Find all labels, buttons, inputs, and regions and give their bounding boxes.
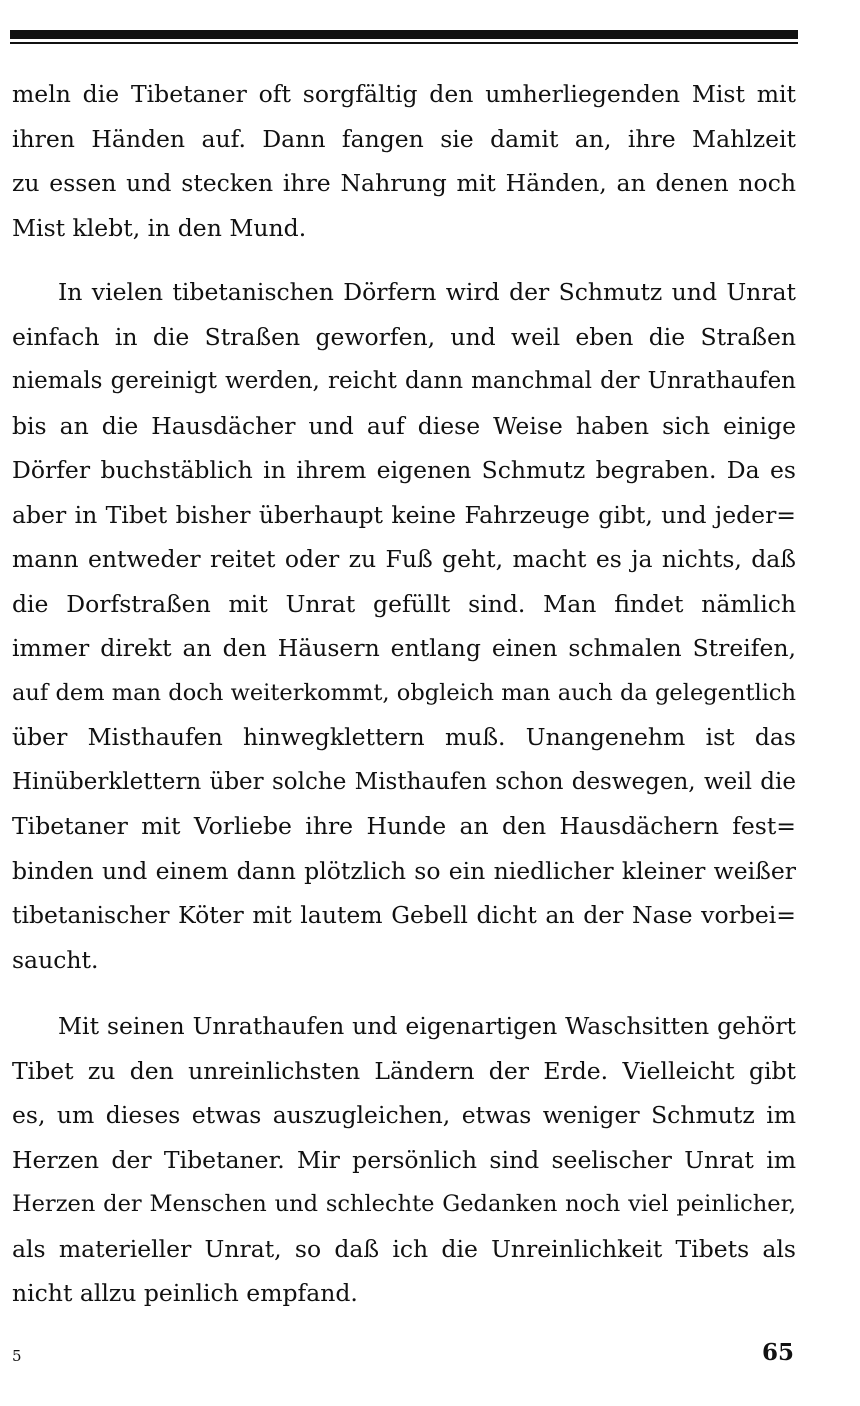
text-line: auf dem man doch weiterkommt, obgleich man auch da gelegentlich bbox=[12, 679, 796, 706]
text-line: Hinüberklettern über solche Misthaufen schon deswegen, weil die bbox=[12, 768, 796, 795]
text-line: Herzen der Tibetaner. Mir persönlich sind seelischer Unrat im bbox=[12, 1145, 796, 1174]
page-number: 65 bbox=[761, 1339, 794, 1366]
header-rule bbox=[10, 30, 798, 39]
text-line: Tibet zu den unreinlichsten Ländern der Erde. Vielleicht gibt bbox=[12, 1056, 796, 1085]
text-line: bis an die Hausdächer und auf diese Weise haben sich einige bbox=[12, 411, 796, 440]
text-line: Dörfer buchstäblich in ihrem eigenen Schmutz begraben. Da es bbox=[12, 456, 796, 484]
text-line: In vielen tibetanischen Dörfern wird der Schmutz und Unrat bbox=[58, 278, 796, 306]
paragraph-1 bbox=[12, 72, 796, 250]
text-line: als materieller Unrat, so daß ich die Unreinlichkeit Tibets als bbox=[12, 1234, 796, 1263]
text-line: einfach in die Straßen geworfen, und weil eben die Straßen bbox=[12, 322, 796, 351]
text-line: Herzen der Menschen und schlechte Gedanken noch viel peinlicher, bbox=[12, 1191, 796, 1217]
paragraph-2 bbox=[12, 270, 796, 982]
text-line: mann entweder reitet oder zu Fuß geht, macht es ja nichts, daß bbox=[12, 545, 796, 573]
paragraph-3 bbox=[12, 1004, 796, 1316]
text-line: niemals gereinigt werden, reicht dann manchmal der Unrathaufen bbox=[12, 368, 796, 394]
text-line: über Misthaufen hinwegklettern muß. Unangenehm ist das bbox=[12, 723, 796, 751]
text-line: es, um dieses etwas auszugleichen, etwas weniger Schmutz im bbox=[12, 1101, 796, 1129]
text-line: nicht allzu peinlich empfand. bbox=[12, 1279, 358, 1307]
text-line: ihren Händen auf. Dann fangen sie damit an, ihre Mahlzeit bbox=[12, 124, 796, 153]
text-line: zu essen und stecken ihre Nahrung mit Händen, an denen noch bbox=[12, 169, 796, 197]
text-line: meln die Tibetaner oft sorgfältig den umherliegenden Mist mit bbox=[12, 80, 796, 108]
text-line: die Dorfstraßen mit Unrat gefüllt sind. Man findet nämlich bbox=[12, 589, 796, 618]
text-line: Mist klebt, in den Mund. bbox=[12, 213, 307, 242]
text-line: Tibetaner mit Vorliebe ihre Hunde an den Hausdächern fest= bbox=[12, 812, 796, 840]
header-rule-thin bbox=[10, 42, 798, 44]
text-line: immer direkt an den Häusern entlang einen schmalen Streifen, bbox=[12, 634, 796, 662]
text-line: Mit seinen Unrathaufen und eigenartigen Waschsitten gehört bbox=[58, 1012, 796, 1040]
signature-mark: 5 bbox=[12, 1347, 22, 1365]
text-line: tibetanischer Köter mit lautem Gebell dicht an der Nase vorbei= bbox=[12, 901, 796, 929]
text-line: aber in Tibet bisher überhaupt keine Fahrzeuge gibt, und jeder= bbox=[12, 500, 796, 529]
text-line: binden und einem dann plötzlich so ein niedlicher kleiner weißer bbox=[12, 856, 796, 885]
text-line: saucht. bbox=[12, 945, 99, 974]
